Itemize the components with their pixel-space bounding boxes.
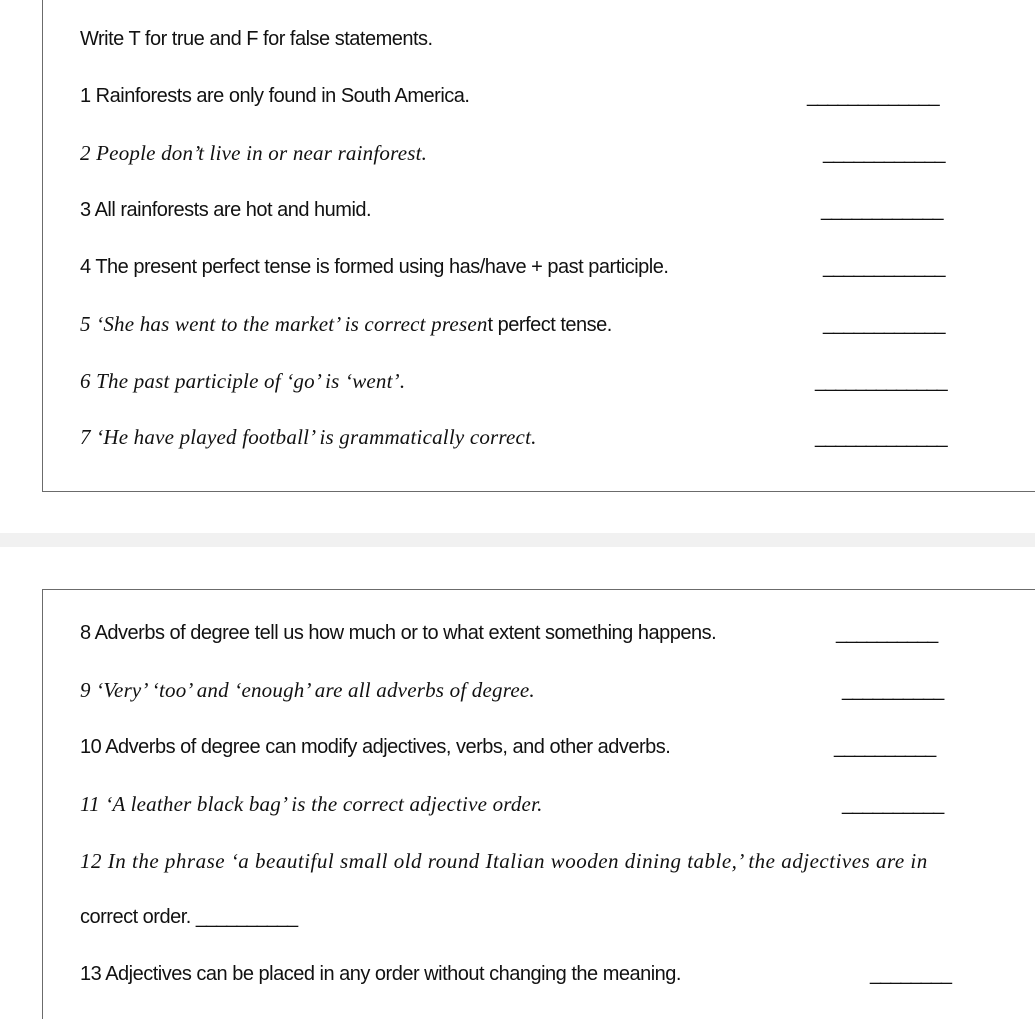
answer-blank-6[interactable]: _____________ — [815, 370, 947, 392]
instruction-heading: Write T for true and F for false statements. — [80, 28, 433, 50]
statement-10: 10 Adverbs of degree can modify adjectives, verbs, and other adverbs. — [80, 736, 671, 758]
statement-13: 13 Adjectives can be placed in any order without changing the meaning. — [80, 963, 681, 985]
answer-blank-1[interactable]: _____________ — [807, 85, 939, 107]
answer-blank-10[interactable]: __________ — [834, 736, 936, 758]
statement-11: 11 ‘A leather black bag’ is the correct adjective order. — [80, 792, 543, 816]
statement-9: 9 ‘Very’ ‘too’ and ‘enough’ are all adverbs of degree. — [80, 678, 535, 702]
statement-7: 7 ‘He have played football’ is grammatically correct. — [80, 425, 537, 449]
statement-5-part1: 5 ‘She has went to the market’ is correct presen — [80, 312, 488, 336]
statement-8: 8 Adverbs of degree tell us how much or to what extent something happens. — [80, 622, 717, 644]
answer-blank-3[interactable]: ____________ — [821, 199, 943, 221]
statement-12-line2 — [80, 904, 297, 930]
statement-12-text: correct order. — [80, 906, 191, 928]
answer-blank-12[interactable]: __________ — [195, 906, 298, 928]
page-gap — [0, 533, 1035, 547]
answer-blank-5[interactable]: ____________ — [823, 313, 945, 335]
answer-blank-9[interactable]: __________ — [842, 679, 944, 701]
statement-4: 4 The present perfect tense is formed using has/have + past participle. — [80, 256, 669, 278]
answer-blank-13[interactable]: ________ — [870, 963, 951, 985]
answer-blank-8[interactable]: __________ — [836, 622, 938, 644]
answer-blank-7[interactable]: _____________ — [815, 426, 947, 448]
worksheet-panel-top — [42, 0, 1035, 492]
statement-6: 6 The past participle of ‘go’ is ‘went’. — [80, 369, 406, 393]
statement-12-line1: 12 In the phrase ‘a beautiful small old round Italian wooden dining table,’ the adjectives are in — [80, 849, 928, 873]
statement-5 — [80, 311, 612, 338]
statement-3: 3 All rainforests are hot and humid. — [80, 199, 372, 221]
statement-1: 1 Rainforests are only found in South America. — [80, 85, 470, 107]
statement-5-part2: t perfect tense. — [487, 314, 612, 336]
answer-blank-2[interactable]: ____________ — [823, 142, 945, 164]
answer-blank-11[interactable]: __________ — [842, 793, 944, 815]
answer-blank-4[interactable]: ____________ — [823, 256, 945, 278]
statement-2: 2 People don’t live in or near rainforest. — [80, 141, 428, 165]
